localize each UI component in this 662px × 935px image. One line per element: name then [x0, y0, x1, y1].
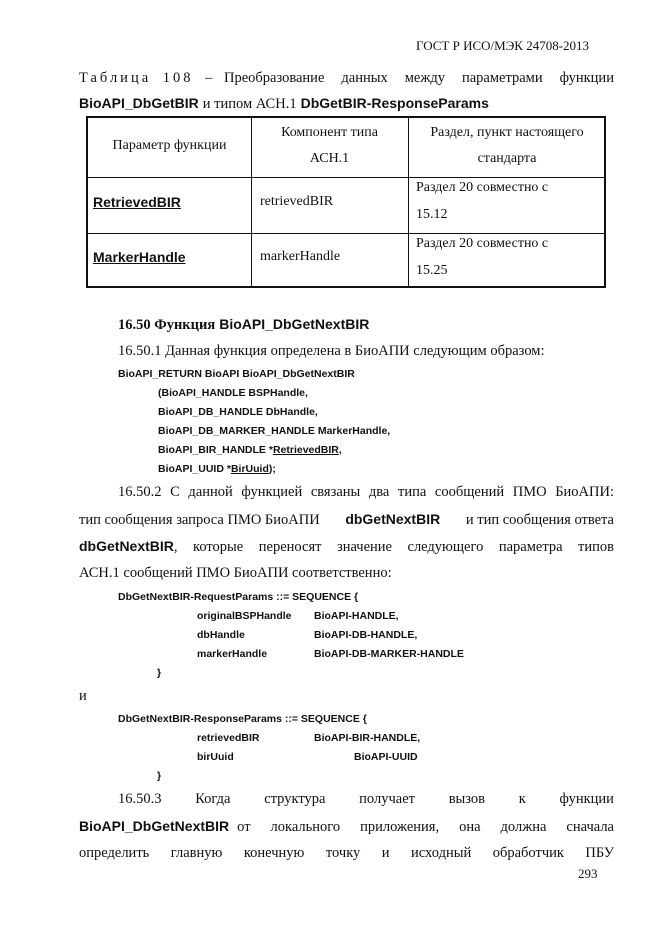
code-line5-pre: BioAPI_UUID *: [158, 463, 231, 475]
paragraph-16-50-2-line3: [79, 538, 614, 556]
header-section-l1: Раздел, пункт настоящего: [430, 125, 584, 140]
response-field-name-2: birUuid: [197, 751, 234, 763]
conversion-table: [86, 116, 606, 288]
header-component-l1: Компонент типа: [281, 125, 378, 140]
code-line5-biruuid: BirUuid: [230, 463, 269, 475]
caption-text: Преобразование данных между параметрами функции: [223, 70, 614, 86]
caption-type-name: DbGetBIR-ResponseParams: [300, 95, 489, 111]
code-line4-post: ,: [338, 444, 342, 456]
p3-word: обработчик: [492, 845, 564, 861]
caption-number: 108: [162, 70, 194, 86]
p3-word: функции: [559, 791, 614, 807]
p3-word: точку: [325, 845, 361, 861]
request-field-type-2: BioAPI-DB-HANDLE,: [314, 629, 418, 641]
table-caption-line1: [79, 70, 614, 87]
row2-component: markerHandle: [260, 249, 341, 264]
section-title: [118, 316, 369, 334]
row1-section-l1: Раздел 20 совместно с: [416, 180, 549, 195]
p3-line2-rest: от локального приложения, она должна сначала: [237, 819, 614, 835]
p3-word: и: [381, 845, 390, 861]
caption-func-name: BioAPI_DbGetBIR: [79, 95, 199, 111]
p3-word: конечную: [243, 845, 305, 861]
p3-word: исходный: [411, 845, 472, 861]
response-field-name-1: retrievedBIR: [197, 732, 260, 744]
request-params-close: }: [157, 667, 162, 679]
document-header: ГОСТ Р ИСО/МЭК 24708-2013: [416, 38, 590, 53]
p3-word: к: [518, 791, 526, 807]
row1-section-l2: 15.12: [416, 207, 448, 222]
table-row-divider: [88, 233, 604, 234]
row1-component: retrievedBIR: [260, 194, 334, 209]
code-line4-pre: BioAPI_BIR_HANDLE *: [158, 444, 273, 456]
response-params-head: DbGetNextBIR-ResponseParams ::= SEQUENCE {: [118, 713, 367, 725]
request-field-name-1: originalBSPHandle: [197, 610, 292, 622]
p2-line3-func: dbGetNextBIR: [79, 538, 174, 554]
response-params-close: }: [157, 770, 162, 782]
header-section-l2: стандарта: [477, 151, 537, 166]
caption-mid: и типом АСН.1: [202, 96, 297, 112]
code-signature-line3: BioAPI_DB_MARKER_HANDLE MarkerHandle,: [158, 425, 391, 437]
paragraph-16-50-1: 16.50.1 Данная функция определена в БиоАПИ следующим образом:: [118, 343, 545, 359]
code-signature-line5: [158, 463, 276, 475]
response-field-type-2: BioAPI-UUID: [354, 751, 418, 763]
paragraph-16-50-3-line1: [118, 791, 614, 808]
table-caption-line2: [79, 95, 489, 113]
request-field-name-2: dbHandle: [197, 629, 245, 641]
header-component-l2: АСН.1: [309, 151, 350, 166]
request-field-name-3: markerHandle: [197, 648, 268, 660]
p3-line2-func: BioAPI_DbGetNextBIR: [79, 818, 230, 834]
p3-word: вызов: [448, 791, 486, 807]
p2-line2-func: dbGetNextBIR: [345, 511, 441, 527]
code-signature-line1: (BioAPI_HANDLE BSPHandle,: [158, 387, 308, 399]
page-number: 293: [578, 866, 598, 881]
code-signature-line0: BioAPI_RETURN BioAPI BioAPI_DbGetNextBIR: [118, 368, 355, 380]
section-title-number: 16.50 Функция: [118, 317, 216, 333]
p3-word: 16.50.3: [118, 791, 162, 807]
table-header-divider: [88, 177, 604, 178]
row2-section-l2: 15.25: [416, 263, 448, 278]
code-line5-post: );: [268, 463, 276, 475]
paragraph-16-50-2-line1: 16.50.2 С данной функцией связаны два типа сообщений ПМО БиоАПИ:: [118, 484, 614, 500]
p3-word: ПБУ: [585, 845, 614, 861]
response-field-type-1: BioAPI-BIR-HANDLE,: [314, 732, 421, 744]
paragraph-16-50-3-line3: [79, 845, 614, 862]
request-field-type-3: BioAPI-DB-MARKER-HANDLE: [314, 648, 464, 660]
section-title-func: BioAPI_DbGetNextBIR: [219, 316, 370, 332]
table-col-divider-1: [251, 118, 252, 286]
code-signature-line4: [158, 444, 342, 456]
header-param: Параметр функции: [112, 138, 227, 153]
p2-line2-c: и тип сообщения ответа: [465, 512, 614, 528]
p3-word: структура: [264, 791, 326, 807]
p2-line3-rest: , которые переносят значение следующего параметра типов: [173, 539, 614, 555]
code-line4-retrievedbir: RetrievedBIR: [272, 444, 339, 456]
table-col-divider-2: [408, 118, 409, 286]
request-params-head: DbGetNextBIR-RequestParams ::= SEQUENCE {: [118, 591, 359, 603]
p3-word: главную: [170, 845, 223, 861]
caption-dash: –: [205, 70, 213, 86]
code-signature-line2: BioAPI_DB_HANDLE DbHandle,: [158, 406, 318, 418]
caption-label: Таблица: [79, 70, 152, 86]
conjunction-and: и: [79, 688, 87, 704]
p3-word: получает: [359, 791, 415, 807]
paragraph-16-50-3-line2: [79, 818, 614, 836]
row2-param: MarkerHandle: [93, 249, 186, 265]
row2-section-l1: Раздел 20 совместно с: [416, 236, 549, 251]
request-field-type-1: BioAPI-HANDLE,: [314, 610, 399, 622]
p3-word: определить: [79, 845, 150, 861]
p2-line2-a: тип сообщения запроса ПМО БиоАПИ: [79, 512, 320, 528]
p3-word: Когда: [195, 791, 231, 807]
paragraph-16-50-2-line4: АСН.1 сообщений ПМО БиоАПИ соответственно:: [79, 565, 392, 581]
row1-param: RetrievedBIR: [93, 194, 181, 210]
paragraph-16-50-2-line2: [79, 511, 614, 529]
